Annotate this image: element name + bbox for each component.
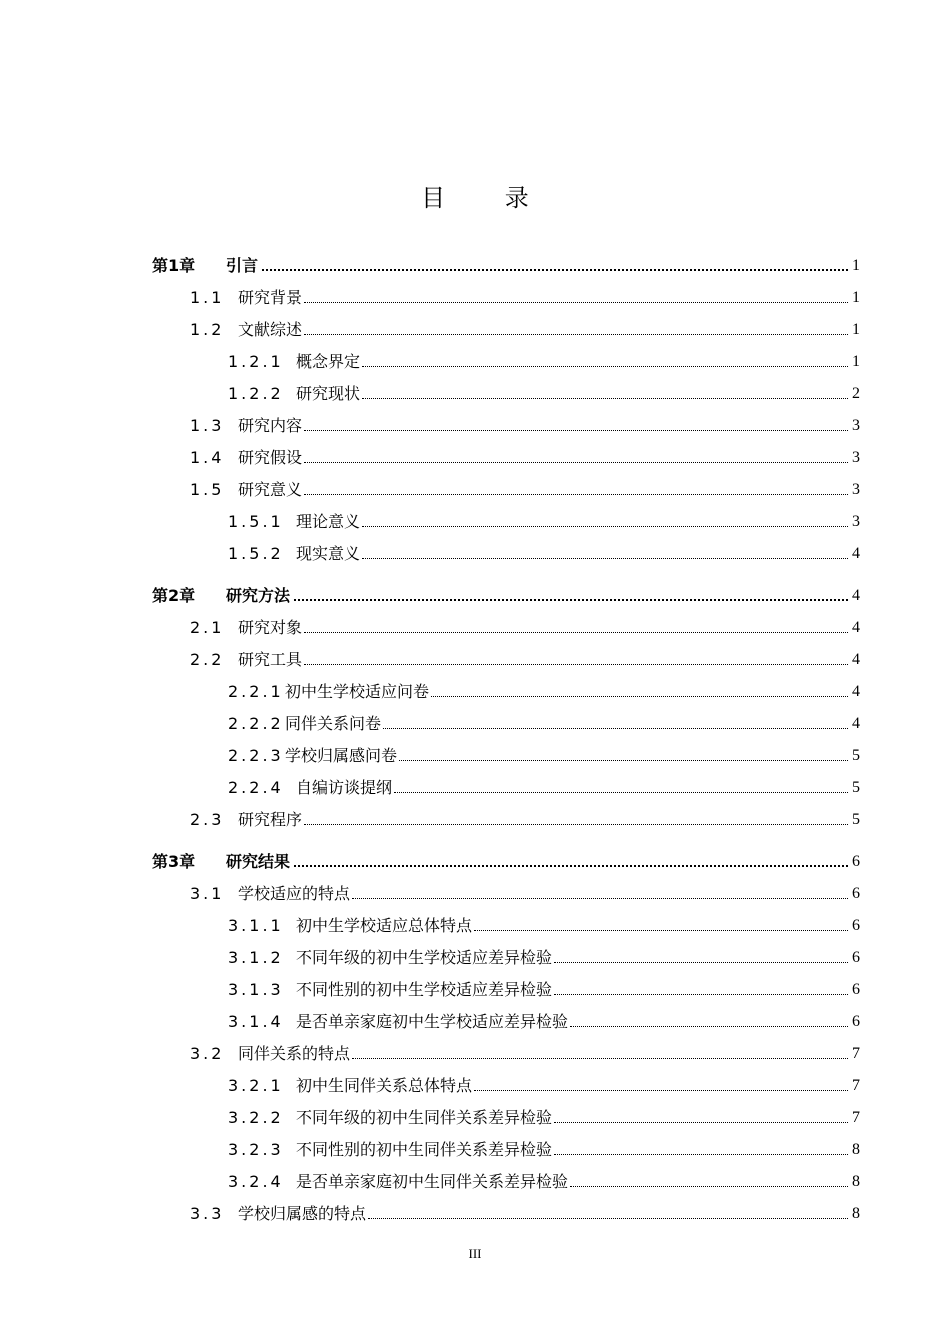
toc-entry-title: 不同年级的初中生同伴关系差异检验: [296, 1108, 553, 1127]
toc-entry-page-number: 5: [852, 747, 860, 764]
toc-entry-title: 同伴关系问卷: [285, 714, 382, 733]
toc-entry-number: 3.2.2: [228, 1108, 284, 1127]
toc-entry-title: 研究假设: [238, 448, 303, 467]
toc-entry[interactable]: [152, 1064, 860, 1096]
toc-entry-title: 理论意义: [296, 512, 361, 531]
toc-entry-number: 2.2.3: [228, 746, 284, 765]
toc-entry-number: 第3章: [152, 852, 196, 871]
toc-entry-title: 不同年级的初中生学校适应差异检验: [296, 948, 553, 967]
toc-entry-page-number: 8: [852, 1141, 860, 1158]
toc-entry-title: 概念界定: [296, 352, 361, 371]
toc-entry-page-number: 3: [852, 513, 860, 530]
toc-entry-page-number: 4: [852, 545, 860, 562]
toc-entry-title: 研究方法: [226, 586, 291, 605]
toc-entry[interactable]: [152, 904, 860, 936]
toc-entry[interactable]: [152, 436, 860, 468]
table-of-contents: [152, 244, 860, 1224]
toc-dot-leader: [368, 1217, 848, 1219]
toc-entry[interactable]: [152, 670, 860, 702]
toc-dot-leader: [352, 897, 848, 899]
toc-entry-number: 3.3: [190, 1204, 225, 1223]
toc-dot-leader: [304, 631, 848, 633]
toc-entry-number: 3.1.3: [228, 980, 284, 999]
toc-entry[interactable]: [152, 766, 860, 798]
toc-dot-leader: [399, 759, 848, 761]
toc-entry[interactable]: [152, 340, 860, 372]
toc-dot-leader: [362, 525, 848, 527]
toc-entry-page-number: 4: [852, 715, 860, 732]
toc-entry-title: 不同性别的初中生学校适应差异检验: [296, 980, 553, 999]
toc-entry-title: 现实意义: [296, 544, 361, 563]
toc-dot-leader: [362, 397, 848, 399]
toc-entry[interactable]: [152, 872, 860, 904]
toc-entry-title: 学校归属感问卷: [285, 746, 398, 765]
toc-entry-page-number: 7: [852, 1109, 860, 1126]
toc-chapter-entry[interactable]: [152, 244, 860, 276]
toc-entry-number: 2.3: [190, 810, 225, 829]
toc-entry-title: 学校适应的特点: [238, 884, 351, 903]
toc-entry[interactable]: [152, 936, 860, 968]
page-title: 目 录: [421, 184, 555, 212]
toc-dot-leader: [262, 268, 848, 271]
toc-entry[interactable]: [152, 1160, 860, 1192]
toc-entry-number: 2.1: [190, 618, 225, 637]
toc-entry-page-number: 4: [852, 587, 860, 604]
toc-entry-page-number: 6: [852, 917, 860, 934]
toc-entry[interactable]: [152, 606, 860, 638]
toc-entry-page-number: 8: [852, 1173, 860, 1190]
toc-entry-page-number: 6: [852, 1013, 860, 1030]
toc-entry-page-number: 5: [852, 811, 860, 828]
toc-entry-number: 3.1.4: [228, 1012, 284, 1031]
toc-entry[interactable]: [152, 1032, 860, 1064]
toc-entry-number: 1.5.1: [228, 512, 284, 531]
toc-entry-number: 1.5.2: [228, 544, 284, 563]
toc-chapter-entry[interactable]: [152, 574, 860, 606]
toc-dot-leader: [383, 727, 848, 729]
toc-entry[interactable]: [152, 734, 860, 766]
toc-entry[interactable]: [152, 1128, 860, 1160]
toc-entry-number: 1.2.2: [228, 384, 284, 403]
toc-entry[interactable]: [152, 1000, 860, 1032]
toc-entry-number: 3.2.3: [228, 1140, 284, 1159]
toc-entry-number: 3.2: [190, 1044, 225, 1063]
toc-entry-number: 1.2: [190, 320, 225, 339]
toc-entry[interactable]: [152, 968, 860, 1000]
toc-dot-leader: [474, 929, 848, 931]
toc-dot-leader: [362, 557, 848, 559]
toc-dot-leader: [294, 864, 848, 867]
toc-entry[interactable]: [152, 500, 860, 532]
toc-dot-leader: [304, 461, 848, 463]
toc-entry-page-number: 3: [852, 417, 860, 434]
toc-entry-page-number: 6: [852, 949, 860, 966]
footer-page-number: III: [468, 1246, 482, 1261]
toc-entry-number: 3.1.2: [228, 948, 284, 967]
toc-entry[interactable]: [152, 1096, 860, 1128]
toc-dot-leader: [304, 823, 848, 825]
toc-entry-page-number: 6: [852, 853, 860, 870]
toc-entry[interactable]: [152, 404, 860, 436]
toc-dot-leader: [304, 301, 848, 303]
toc-entry-number: 1.3: [190, 416, 225, 435]
toc-entry-number: 第2章: [152, 586, 196, 605]
toc-entry[interactable]: [152, 1192, 860, 1224]
toc-entry-number: 1.5: [190, 480, 225, 499]
toc-entry-page-number: 3: [852, 449, 860, 466]
toc-dot-leader: [352, 1057, 848, 1059]
toc-dot-leader: [304, 333, 848, 335]
toc-dot-leader: [474, 1089, 848, 1091]
toc-entry-page-number: 8: [852, 1205, 860, 1222]
toc-entry-page-number: 1: [852, 321, 860, 338]
toc-entry[interactable]: [152, 468, 860, 500]
toc-dot-leader: [431, 695, 848, 697]
toc-entry-title: 自编访谈提纲: [296, 778, 393, 797]
toc-dot-leader: [554, 993, 848, 995]
toc-entry-number: 2.2.2: [228, 714, 284, 733]
toc-entry-title: 同伴关系的特点: [238, 1044, 351, 1063]
toc-entry-number: 2.2: [190, 650, 225, 669]
toc-entry-title: 研究内容: [238, 416, 303, 435]
toc-dot-leader: [394, 791, 848, 793]
toc-dot-leader: [554, 1153, 848, 1155]
toc-entry-title: 研究结果: [226, 852, 291, 871]
toc-entry-page-number: 1: [852, 289, 860, 306]
toc-entry-page-number: 5: [852, 779, 860, 796]
toc-entry-number: 2.2.1: [228, 682, 284, 701]
toc-entry-page-number: 7: [852, 1045, 860, 1062]
toc-dot-leader: [304, 663, 848, 665]
toc-entry-page-number: 4: [852, 683, 860, 700]
toc-entry-number: 1.4: [190, 448, 225, 467]
toc-chapter-entry[interactable]: [152, 840, 860, 872]
toc-entry-title: 不同性别的初中生同伴关系差异检验: [296, 1140, 553, 1159]
toc-entry-number: 3.2.4: [228, 1172, 284, 1191]
toc-dot-leader: [570, 1025, 848, 1027]
toc-entry-page-number: 3: [852, 481, 860, 498]
toc-entry-number: 3.1.1: [228, 916, 284, 935]
toc-entry[interactable]: [152, 276, 860, 308]
toc-entry-page-number: 6: [852, 885, 860, 902]
toc-entry-title: 是否单亲家庭初中生学校适应差异检验: [296, 1012, 569, 1031]
toc-entry-number: 2.2.4: [228, 778, 284, 797]
toc-entry-number: 1.2.1: [228, 352, 284, 371]
toc-entry-page-number: 7: [852, 1077, 860, 1094]
toc-dot-leader: [554, 961, 848, 963]
toc-entry-page-number: 1: [852, 353, 860, 370]
toc-entry-title: 初中生学校适应问卷: [285, 682, 430, 701]
toc-dot-leader: [304, 429, 848, 431]
toc-entry-title: 研究意义: [238, 480, 303, 499]
toc-entry[interactable]: [152, 372, 860, 404]
toc-entry-title: 初中生学校适应总体特点: [296, 916, 473, 935]
toc-dot-leader: [554, 1121, 848, 1123]
toc-entry-title: 研究程序: [238, 810, 303, 829]
toc-entry-number: 第1章: [152, 256, 196, 275]
toc-entry-number: 3.1: [190, 884, 225, 903]
toc-entry-title: 文献综述: [238, 320, 303, 339]
toc-entry[interactable]: [152, 702, 860, 734]
toc-entry[interactable]: [152, 798, 860, 830]
toc-entry-title: 学校归属感的特点: [238, 1204, 367, 1223]
toc-entry[interactable]: [152, 532, 860, 564]
toc-entry-page-number: 1: [852, 257, 860, 274]
toc-entry-title: 研究现状: [296, 384, 361, 403]
toc-dot-leader: [570, 1185, 848, 1187]
toc-entry[interactable]: [152, 308, 860, 340]
toc-dot-leader: [304, 493, 848, 495]
toc-entry-title: 是否单亲家庭初中生同伴关系差异检验: [296, 1172, 569, 1191]
toc-dot-leader: [294, 598, 848, 601]
toc-entry-title: 引言: [226, 256, 259, 275]
toc-entry-title: 研究背景: [238, 288, 303, 307]
toc-entry[interactable]: [152, 638, 860, 670]
toc-entry-number: 1.1: [190, 288, 225, 307]
toc-entry-title: 研究工具: [238, 650, 303, 669]
toc-entry-page-number: 2: [852, 385, 860, 402]
toc-entry-title: 研究对象: [238, 618, 303, 637]
toc-entry-page-number: 4: [852, 651, 860, 668]
toc-entry-title: 初中生同伴关系总体特点: [296, 1076, 473, 1095]
toc-entry-page-number: 6: [852, 981, 860, 998]
toc-entry-page-number: 4: [852, 619, 860, 636]
toc-entry-number: 3.2.1: [228, 1076, 284, 1095]
toc-dot-leader: [362, 365, 848, 367]
